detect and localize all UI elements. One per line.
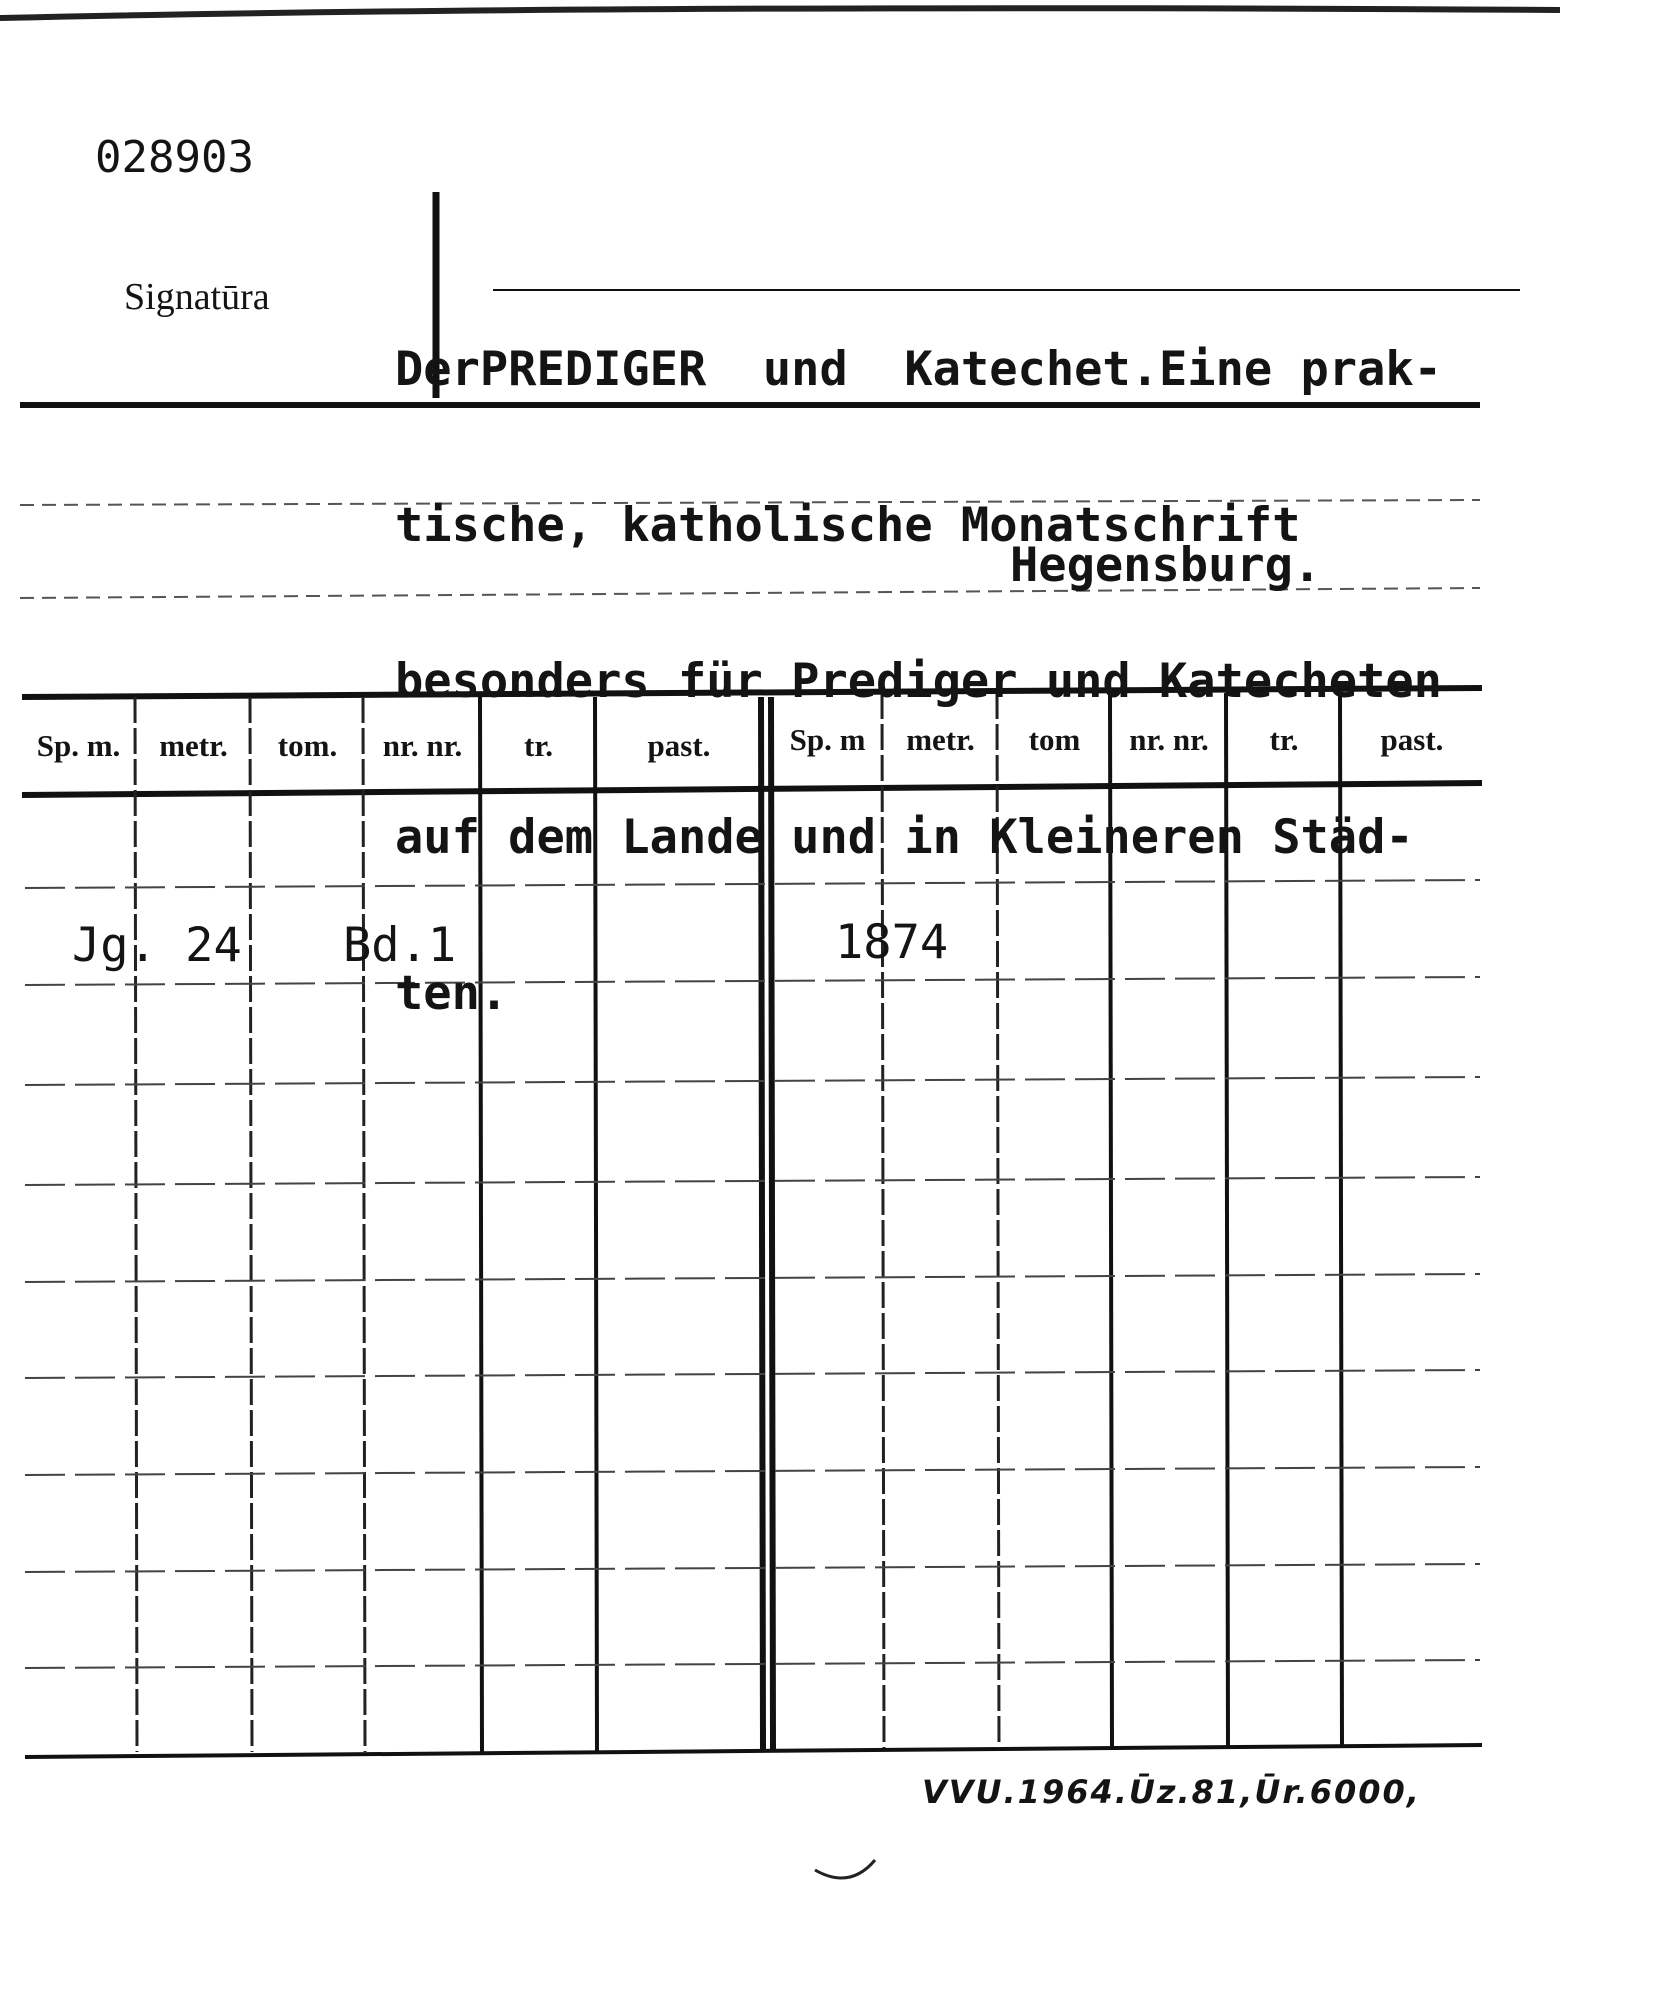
column-header-tr: tr. [524,728,553,763]
title-line: DerPREDIGER und Katechet.Eine prak- [395,342,1442,397]
column-header-nr-nr: nr. nr. [382,728,463,763]
column-header-metr-right: metr. [906,722,975,757]
handwritten-note: VVU.1964.Ūz.81,Ūr.6000, [922,1773,1421,1811]
column-header-tom: tom. [277,728,338,763]
title-line: auf dem Lande und in Kleineren Städ- [395,810,1414,865]
signatura-label: Signatūra [124,276,270,318]
column-header-metr: metr. [159,728,228,763]
year-cell: 1874 [835,915,949,970]
column-header-tr-right: tr. [1269,722,1299,757]
title-line: ten. [395,966,509,1021]
column-header-past-right: past. [1380,722,1444,757]
band-cell: Bd.1 [343,918,457,973]
column-header-sp-m-right: Sp. m [789,722,866,757]
place-of-publication: Hegensburg. [1010,538,1322,593]
volume-year-cell: Jg. 24 [72,918,242,973]
column-header-past: past. [647,728,711,763]
title-line: besonders für Prediger und Katecheten [395,654,1442,709]
card-id-number: 028903 [95,132,254,183]
title-block [395,240,1645,1072]
column-header-tom-right: tom [1028,722,1081,757]
title-line: tische, katholische Monatschrift [395,498,1301,553]
column-header-sp-m: Sp. m. [36,728,121,763]
column-header-nr-nr-right: nr. nr. [1129,722,1209,757]
